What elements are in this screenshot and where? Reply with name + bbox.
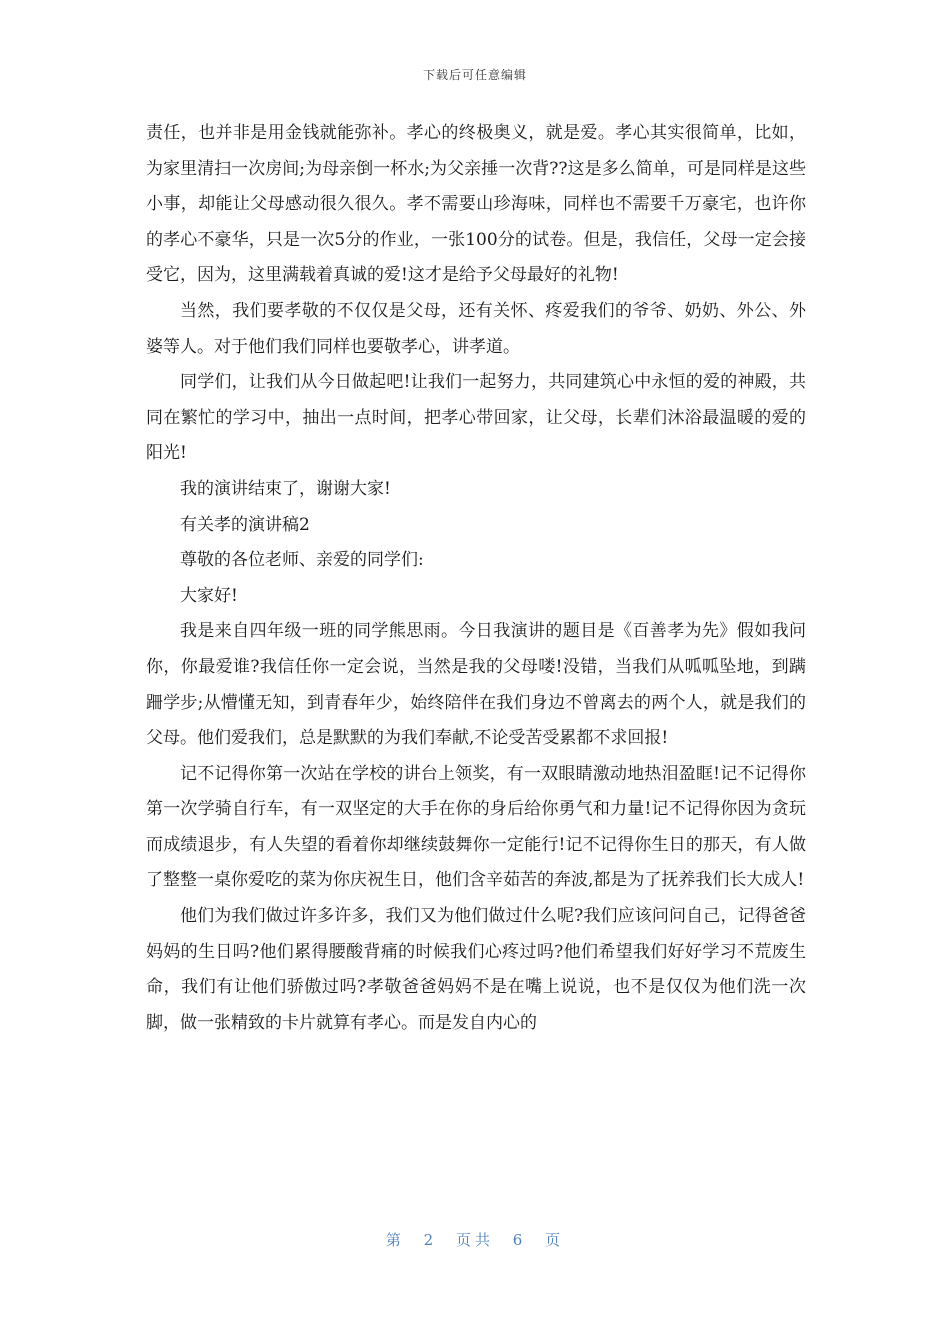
page-number: 第 2 页共 6 页 (385, 1231, 565, 1249)
page-header: 下载后可任意编辑 (422, 68, 527, 82)
salutation: 尊敬的各位老师、亲爱的同学们: (180, 550, 424, 571)
paragraph: 记不记得你第一次站在学校的讲台上领奖，有一双眼睛激动地热泪盈眶!记不记得你第一次学骑自行车，有一双坚定的大手在你的身后给你勇气和力量!记不记得你因为贪玩而成绩退步，有人失望的看着你却继续鼓舞你一定能行!记不记得你生日的那天，有人做了整整一桌你爱吃的菜为你庆祝生日，他们含辛茹苦的奔波,都是为了抚养我们长大成人! (146, 763, 806, 891)
paragraph: 他们为我们做过许多许多，我们又为他们做过什么呢?我们应该问问自己，记得爸爸妈妈的生日吗?他们累得腰酸背痛的时候我们心疼过吗?他们希望我们好好学习不荒废生命，我们有让他们骄傲过吗?孝敬爸爸妈妈不是在嘴上说说，也不是仅仅为他们洗一次脚，做一张精致的卡片就算有孝心。而是发自内心的 (146, 906, 806, 1033)
section-title: 有关孝的演讲稿2 (180, 514, 310, 535)
paragraph-continued: 责任，也并非是用金钱就能弥补。孝心的终极奥义，就是爱。孝心其实很简单，比如，为家里清扫一次房间;为母亲倒一杯水;为父亲捶一次背??这是多么简单，可是同样是这些小事，却能让父母感动很久很久。孝不需要山珍海味，同样也不需要千万豪宅，也许你的孝心不豪华，只是一次5分的作业，一张100分的试卷。但是，我信任，父母一定会接受它，因为，这里满载着真诚的爱!这才是给予父母最好的礼物! (146, 123, 806, 286)
greeting: 大家好! (180, 585, 238, 606)
paragraph: 当然，我们要孝敬的不仅仅是父母，还有关怀、疼爱我们的爷爷、奶奶、外公、外婆等人。对于他们我们同样也要敬孝心，讲孝道。 (146, 300, 806, 357)
paragraph: 同学们，让我们从今日做起吧!让我们一起努力，共同建筑心中永恒的爱的神殿，共同在繁忙的学习中，抽出一点时间，把孝心带回家，让父母，长辈们沐浴最温暖的爱的阳光! (146, 372, 806, 464)
paragraph: 我是来自四年级一班的同学熊思雨。今日我演讲的题目是《百善孝为先》假如我问你，你最爱谁?我信任你一定会说，当然是我的父母喽!没错，当我们从呱呱坠地，到蹒跚学步;从懵懂无知，到青春年少，始终陪伴在我们身边不曾离去的两个人，就是我们的父母。他们爱我们，总是默默的为我们奉献,不论受苦受累都不求回报! (146, 621, 806, 749)
document-body (146, 116, 806, 1041)
paragraph: 我的演讲结束了，谢谢大家! (180, 478, 391, 499)
